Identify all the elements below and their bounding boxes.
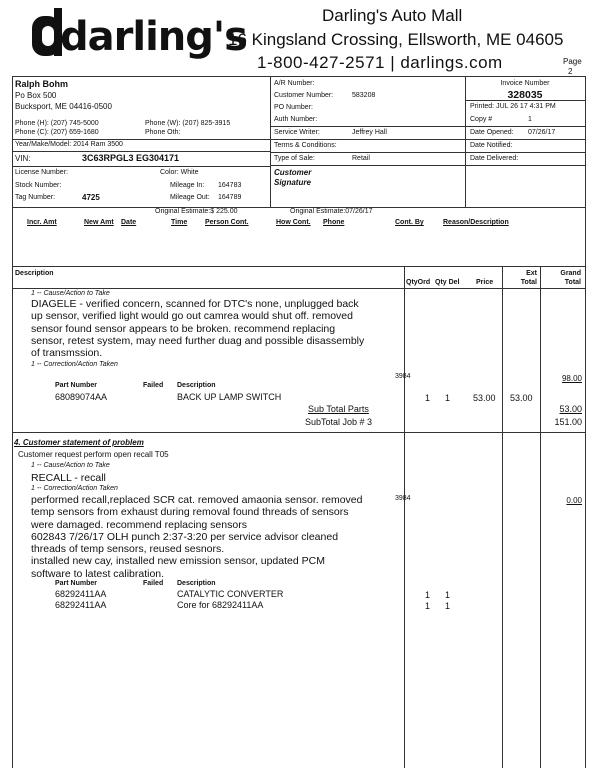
service-writer-label: Service Writer:	[274, 129, 320, 136]
page-label: Page	[563, 57, 582, 66]
header-ext: Ext	[526, 270, 537, 277]
job3-line: of transmssion.	[31, 347, 103, 360]
vin-value: 3C63RPGL3 EG304171	[82, 153, 180, 163]
job4-tech: 3984	[395, 495, 411, 502]
header-description: Description	[15, 270, 54, 277]
page-number: 2	[568, 67, 573, 76]
job4-qty-ord: 1	[425, 601, 431, 611]
customer-signature-label: Customer Signature	[274, 168, 312, 187]
auth-number-label: Auth Number:	[274, 116, 318, 123]
darlings-logo	[30, 8, 247, 66]
sale-type-value: Retail	[352, 155, 370, 162]
header-qty-del: Qty Del	[435, 279, 460, 286]
logo-text: darling's	[60, 14, 247, 60]
mileage-in-label: Mileage In:	[170, 182, 205, 189]
po-number-label: PO Number:	[274, 104, 313, 111]
license-label: License Number:	[15, 169, 68, 176]
job3-price: 53.00	[473, 393, 496, 403]
header-ext-total: Total	[520, 279, 537, 286]
col-person-cont: Person Cont.	[205, 219, 249, 226]
job3-line: DIAGELE - verified concern, scanned for DTC's none, unplugged back	[31, 298, 359, 310]
col-date: Date	[121, 219, 137, 226]
job4-failed-label: Failed	[143, 580, 164, 587]
job3-correction-label: 1 -- Correction/Action Taken	[31, 361, 118, 368]
vehicle-ymm: Year/Make/Model: 2014 Ram 3500	[15, 141, 123, 148]
job4-description	[31, 494, 363, 580]
company-address: 16 Kingsland Crossing, Ellsworth, ME 04605	[228, 30, 564, 49]
job4-line: temp sensors from exhaust during removal found threads of sensors	[31, 506, 349, 519]
job4-cause: RECALL - recall	[31, 472, 106, 484]
job3-cause-label: 1 -- Cause/Action to Take	[31, 290, 110, 297]
job3-description	[31, 298, 364, 359]
customer-number-label: Customer Number:	[274, 92, 334, 99]
copy-label: Copy #	[470, 116, 493, 123]
job4-qty-ord: 1	[425, 590, 431, 600]
job3-part-description: BACK UP LAMP SWITCH	[177, 392, 282, 402]
date-delivered-label: Date Delivered:	[470, 155, 519, 162]
job4-labor-total: 0.00	[566, 496, 582, 505]
stock-label: Stock Number:	[15, 182, 62, 189]
terms-label: Terms & Conditions:	[274, 142, 337, 149]
job3-part-number-label: Part Number	[55, 382, 98, 389]
header-price: Price	[476, 279, 494, 286]
customer-phone-home: Phone (H): (207) 745-5000	[15, 120, 99, 127]
job4-line: threads of temp sensors, reused sesnors.	[31, 543, 225, 556]
service-writer-value: Jeffrey Hall	[352, 129, 387, 136]
customer-phone-other: Phone Oth:	[145, 129, 181, 136]
company-name: Darling's Auto Mall	[322, 6, 463, 25]
job3-subtotal-job-label: SubTotal Job # 3	[305, 417, 373, 427]
mileage-out-value: 164789	[218, 194, 242, 201]
job3-subtotal-parts: 53.00	[559, 404, 582, 414]
job3-description-label: Description	[177, 382, 216, 389]
mileage-in-value: 164783	[218, 182, 242, 189]
job4-title: 4. Customer statement of problem	[14, 438, 144, 447]
customer-number-value: 583208	[352, 92, 376, 99]
job4-line: 602843 7/26/17 OLH punch 2:37-3:20 per service advisor cleaned	[31, 530, 339, 543]
job4-line: software to latest calibration.	[31, 567, 165, 580]
job4-description-label: Description	[177, 580, 216, 587]
job4-line: performed recall,replaced SCR cat. removed amaonia sensor. removed	[31, 494, 363, 506]
job4-part-description: CATALYTIC CONVERTER	[177, 589, 284, 599]
job3-subtotal-parts-label: Sub Total Parts	[308, 404, 369, 414]
vehicle-color: Color: White	[160, 169, 199, 176]
job4-part-number: 68292411AA	[55, 589, 107, 599]
printed-datetime: Printed: JUL 26 17 4:31 PM	[470, 103, 556, 110]
col-incr-amt: Incr. Amt	[27, 219, 57, 226]
ar-number-label: A/R Number:	[274, 80, 315, 87]
sale-type-label: Type of Sale:	[274, 155, 315, 162]
col-reason: Reason/Description	[443, 219, 509, 226]
col-how-cont: How Cont.	[276, 219, 311, 226]
job3-failed-label: Failed	[143, 382, 164, 389]
date-notified-label: Date Notified:	[470, 142, 513, 149]
header-grand-total: Total	[564, 279, 581, 286]
mileage-out-label: Mileage Out:	[170, 194, 210, 201]
job4-request: Customer request perform open recall T05	[18, 450, 169, 459]
copy-value: 1	[528, 116, 532, 123]
job3-tech: 3984	[395, 373, 411, 380]
vin-label: VIN:	[15, 154, 31, 163]
header-qty-ord: QtyOrd	[406, 279, 431, 286]
job4-qty-del: 1	[445, 601, 451, 611]
job3-qty-ord: 1	[425, 393, 431, 403]
col-phone: Phone	[323, 219, 345, 226]
tag-label: Tag Number:	[15, 194, 56, 201]
invoice-number-label: Invoice Number	[500, 80, 550, 87]
job4-cause-label: 1 -- Cause/Action to Take	[31, 462, 110, 469]
job3-labor-total: 98.00	[561, 374, 582, 383]
col-cont-by: Cont. By	[395, 219, 424, 226]
customer-name: Ralph Bohm	[15, 79, 68, 89]
customer-address1: Po Box 500	[15, 91, 57, 100]
job4-line: were damaged. recommend replacing sensors	[31, 518, 247, 531]
job3-qty-del: 1	[445, 393, 451, 403]
job3-part-number: 68089074AA	[55, 392, 108, 402]
col-time: Time	[171, 219, 188, 226]
col-new-amt: New Amt	[84, 219, 114, 226]
date-opened-value: 07/26/17	[528, 129, 556, 136]
job4-part-description: Core for 68292411AA	[177, 600, 264, 610]
job4-part-number-label: Part Number	[55, 580, 98, 587]
original-estimate: Original Estimate:$ 225.00	[155, 208, 238, 215]
job3-ext-total: 53.00	[510, 393, 533, 403]
job3-line: sensor found sensor appears to be broken. recommend replacing	[31, 322, 336, 335]
job4-correction-label: 1 -- Correction/Action Taken	[31, 485, 118, 492]
header-grand: Grand	[560, 270, 581, 277]
original-estimate-date: Original Estimate:07/26/17	[290, 208, 373, 215]
customer-address2: Bucksport, ME 04416-0500	[15, 102, 112, 111]
date-opened-label: Date Opened:	[470, 129, 514, 136]
job3-line: up sensor, verified light would go out camrea would shut off. removed	[31, 310, 353, 323]
job3-subtotal-job: 151.00	[554, 417, 582, 427]
job4-part-number: 68292411AA	[55, 600, 107, 610]
job4-qty-del: 1	[445, 590, 451, 600]
job3-line: sensor, retest system, may need further duag and possible disassembly	[31, 334, 365, 347]
customer-phone-cell: Phone (C): (207) 659-1680	[15, 129, 99, 136]
job4-line: installed new cay, installed new emission sensor, updated PCM	[31, 555, 325, 568]
customer-phone-work: Phone (W): (207) 825-3915	[145, 120, 231, 127]
tag-value: 4725	[82, 193, 100, 202]
invoice-number: 328035	[507, 89, 543, 101]
company-phone-web: 1-800-427-2571 | darlings.com	[257, 53, 503, 72]
